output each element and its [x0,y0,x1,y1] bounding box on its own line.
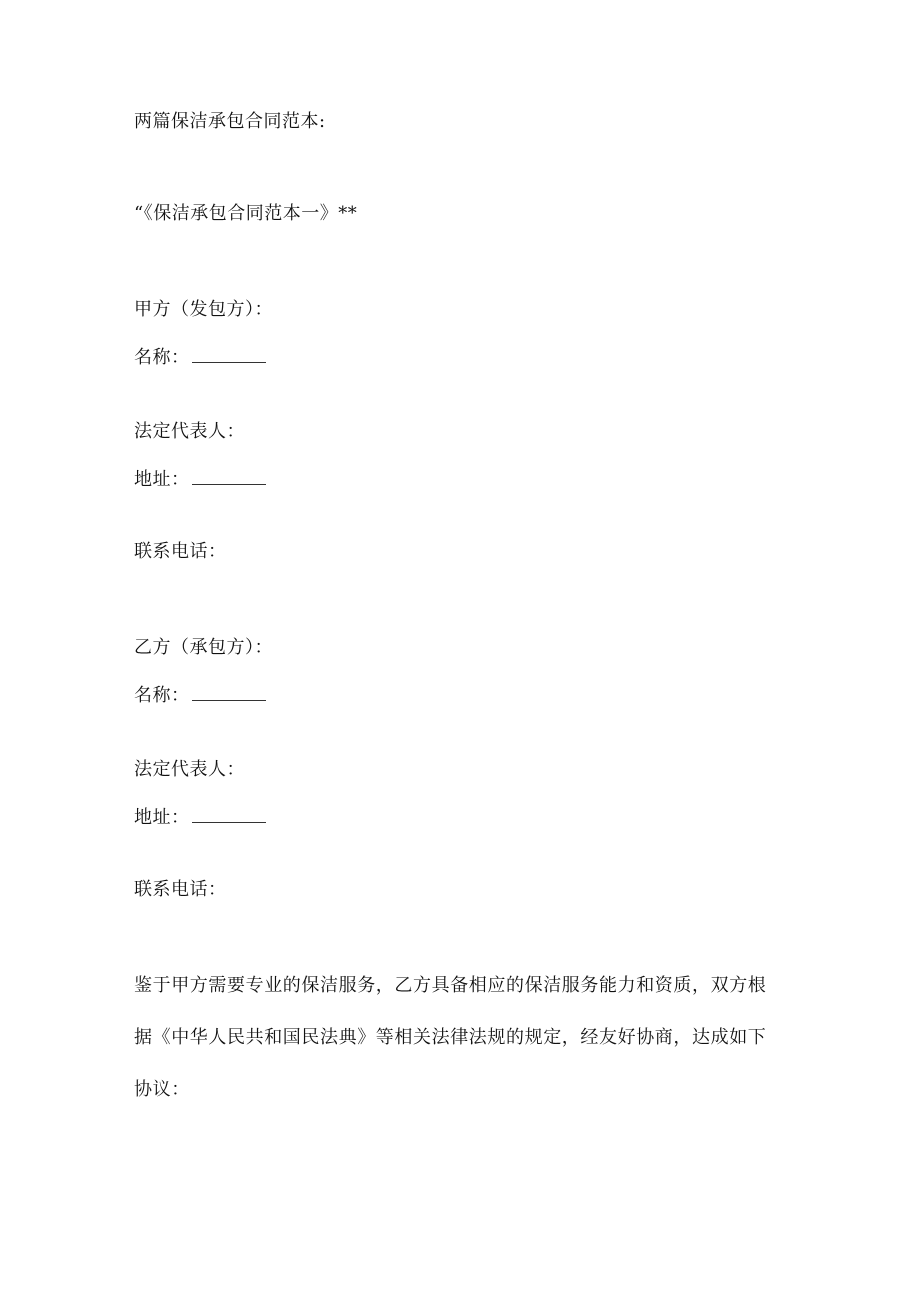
party-b-name-blank [192,684,266,701]
party-b-address-row [134,806,266,830]
party-a-title: 甲方（发包方）： [134,299,273,320]
party-b-address-blank [192,806,266,823]
party-b-address-label: 地址： [134,807,190,828]
party-a-legal-rep-label: 法定代表人： [134,421,245,442]
contract-subheading: “《保洁承包合同范本一》** [134,203,358,224]
party-a-name-row [134,346,266,370]
party-b-title: 乙方（承包方）： [134,637,273,658]
document-heading: 两篇保洁承包合同范本: [134,111,326,132]
party-b-name-label: 名称： [134,685,190,706]
party-b-phone-label: 联系电话： [134,879,227,900]
party-b-legal-rep-label: 法定代表人： [134,759,245,780]
party-b-name-row [134,684,266,708]
party-a-name-blank [192,346,266,363]
preamble-paragraph [134,974,784,1130]
preamble-line: 据《中华人民共和国民法典》等相关法律法规的规定，经友好协商，达成如下 [134,1027,767,1048]
party-a-phone-label: 联系电话： [134,541,227,562]
party-a-name-label: 名称： [134,347,190,368]
party-a-address-label: 地址： [134,469,190,490]
party-a-address-row [134,468,266,492]
preamble-line: 鉴于甲方需要专业的保洁服务，乙方具备相应的保洁服务能力和资质，双方根 [134,975,767,996]
party-a-address-blank [192,468,266,485]
preamble-line: 协议： [134,1079,190,1100]
